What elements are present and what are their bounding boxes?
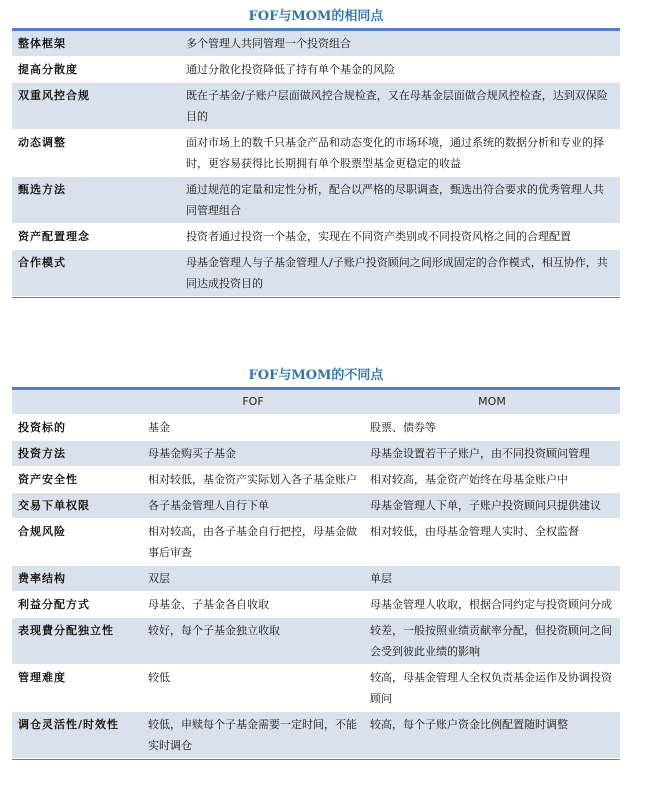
difference-fof: 较低，申赎每个子基金需要一定时间，不能实时调仓 xyxy=(142,712,364,759)
difference-fof: 各子基金管理人自行下单 xyxy=(142,493,364,519)
similarity-value: 多个管理人共同管理一个投资组合 xyxy=(180,31,620,57)
similarity-row xyxy=(12,57,620,83)
difference-key: 交易下单权限 xyxy=(12,493,142,519)
similarity-row xyxy=(12,83,620,130)
difference-fof: 相对较高，由各子基金自行把控，母基金做事后审查 xyxy=(142,519,364,566)
difference-mom: 母基金管理人下单，子账户投资顾问只提供建议 xyxy=(364,493,620,519)
difference-mom: 股票、债券等 xyxy=(364,415,620,441)
similarities-table xyxy=(12,31,620,297)
difference-fof: 较低 xyxy=(142,665,364,712)
difference-mom: 相对较低，由母基金管理人实时、全权监督 xyxy=(364,519,620,566)
similarity-value: 通过规范的定量和定性分析，配合以严格的尽职调查，甄选出符合要求的优秀管理人共同管理组合 xyxy=(180,177,620,224)
header-mom: MOM xyxy=(364,390,620,415)
differences-bottom-rule xyxy=(12,759,620,760)
similarity-key: 提高分散度 xyxy=(12,57,180,83)
difference-key: 利益分配方式 xyxy=(12,592,142,618)
differences-section xyxy=(12,365,620,760)
difference-key: 管理难度 xyxy=(12,665,142,712)
similarity-value: 既在子基金/子账户层面做风控合规检查，又在母基金层面做合规风控检查，达到双保险目的 xyxy=(180,83,620,130)
difference-row xyxy=(12,467,620,493)
difference-mom: 较差，一般按照业绩贡献率分配，但投资顾问之间会受到彼此业绩的影响 xyxy=(364,618,620,665)
differences-table xyxy=(12,390,620,759)
similarity-key: 合作模式 xyxy=(12,250,180,297)
difference-row xyxy=(12,519,620,566)
similarity-row xyxy=(12,31,620,57)
difference-mom: 母基金管理人收取，根据合同约定与投资顾问分成 xyxy=(364,592,620,618)
difference-fof: 双层 xyxy=(142,566,364,592)
difference-fof: 基金 xyxy=(142,415,364,441)
difference-key: 投资方法 xyxy=(12,441,142,467)
similarity-key: 动态调整 xyxy=(12,130,180,177)
similarity-value: 通过分散化投资降低了持有单个基金的风险 xyxy=(180,57,620,83)
similarity-value: 面对市场上的数千只基金产品和动态变化的市场环境，通过系统的数据分析和专业的择时，更容易获得比长期拥有单个股票型基金更稳定的收益 xyxy=(180,130,620,177)
difference-mom: 母基金设置若干子账户，由不同投资顾问管理 xyxy=(364,441,620,467)
difference-key: 投资标的 xyxy=(12,415,142,441)
similarity-row xyxy=(12,224,620,250)
similarity-row xyxy=(12,130,620,177)
similarity-value: 投资者通过投资一个基金，实现在不同资产类别或不同投资风格之间的合理配置 xyxy=(180,224,620,250)
similarity-key: 双重风控合规 xyxy=(12,83,180,130)
difference-row xyxy=(12,441,620,467)
difference-mom: 单层 xyxy=(364,566,620,592)
difference-key: 合规风险 xyxy=(12,519,142,566)
similarity-key: 资产配置理念 xyxy=(12,224,180,250)
difference-row xyxy=(12,712,620,759)
similarity-key: 甄选方法 xyxy=(12,177,180,224)
similarity-row xyxy=(12,177,620,224)
header-fof: FOF xyxy=(142,390,364,415)
similarities-section xyxy=(12,6,620,298)
difference-mom: 较高，每个子账户资金比例配置随时调整 xyxy=(364,712,620,759)
difference-mom: 相对较高，基金资产始终在母基金账户中 xyxy=(364,467,620,493)
difference-row xyxy=(12,493,620,519)
differences-header-row xyxy=(12,390,620,415)
header-blank xyxy=(12,390,142,415)
similarities-title: FOF与MOM的相同点 xyxy=(248,9,384,24)
difference-key: 资产安全性 xyxy=(12,467,142,493)
difference-fof: 母基金、子基金各自收取 xyxy=(142,592,364,618)
difference-row xyxy=(12,665,620,712)
similarities-bottom-rule xyxy=(12,297,620,298)
difference-row xyxy=(12,415,620,441)
difference-key: 调仓灵活性/时效性 xyxy=(12,712,142,759)
difference-row xyxy=(12,566,620,592)
difference-row xyxy=(12,592,620,618)
similarity-value: 母基金管理人与子基金管理人/子账户投资顾问之间形成固定的合作模式，相互协作，共同达成投资目的 xyxy=(180,250,620,297)
similarity-key: 整体框架 xyxy=(12,31,180,57)
difference-mom: 较高，母基金管理人全权负责基金运作及协调投资顾问 xyxy=(364,665,620,712)
similarity-row xyxy=(12,250,620,297)
differences-title: FOF与MOM的不同点 xyxy=(248,368,384,383)
difference-fof: 较好，每个子基金独立收取 xyxy=(142,618,364,665)
difference-key: 费率结构 xyxy=(12,566,142,592)
difference-fof: 母基金购买子基金 xyxy=(142,441,364,467)
difference-row xyxy=(12,618,620,665)
difference-key: 表现費分配独立性 xyxy=(12,618,142,665)
difference-fof: 相对较低，基金资产实际划入各子基金账户 xyxy=(142,467,364,493)
